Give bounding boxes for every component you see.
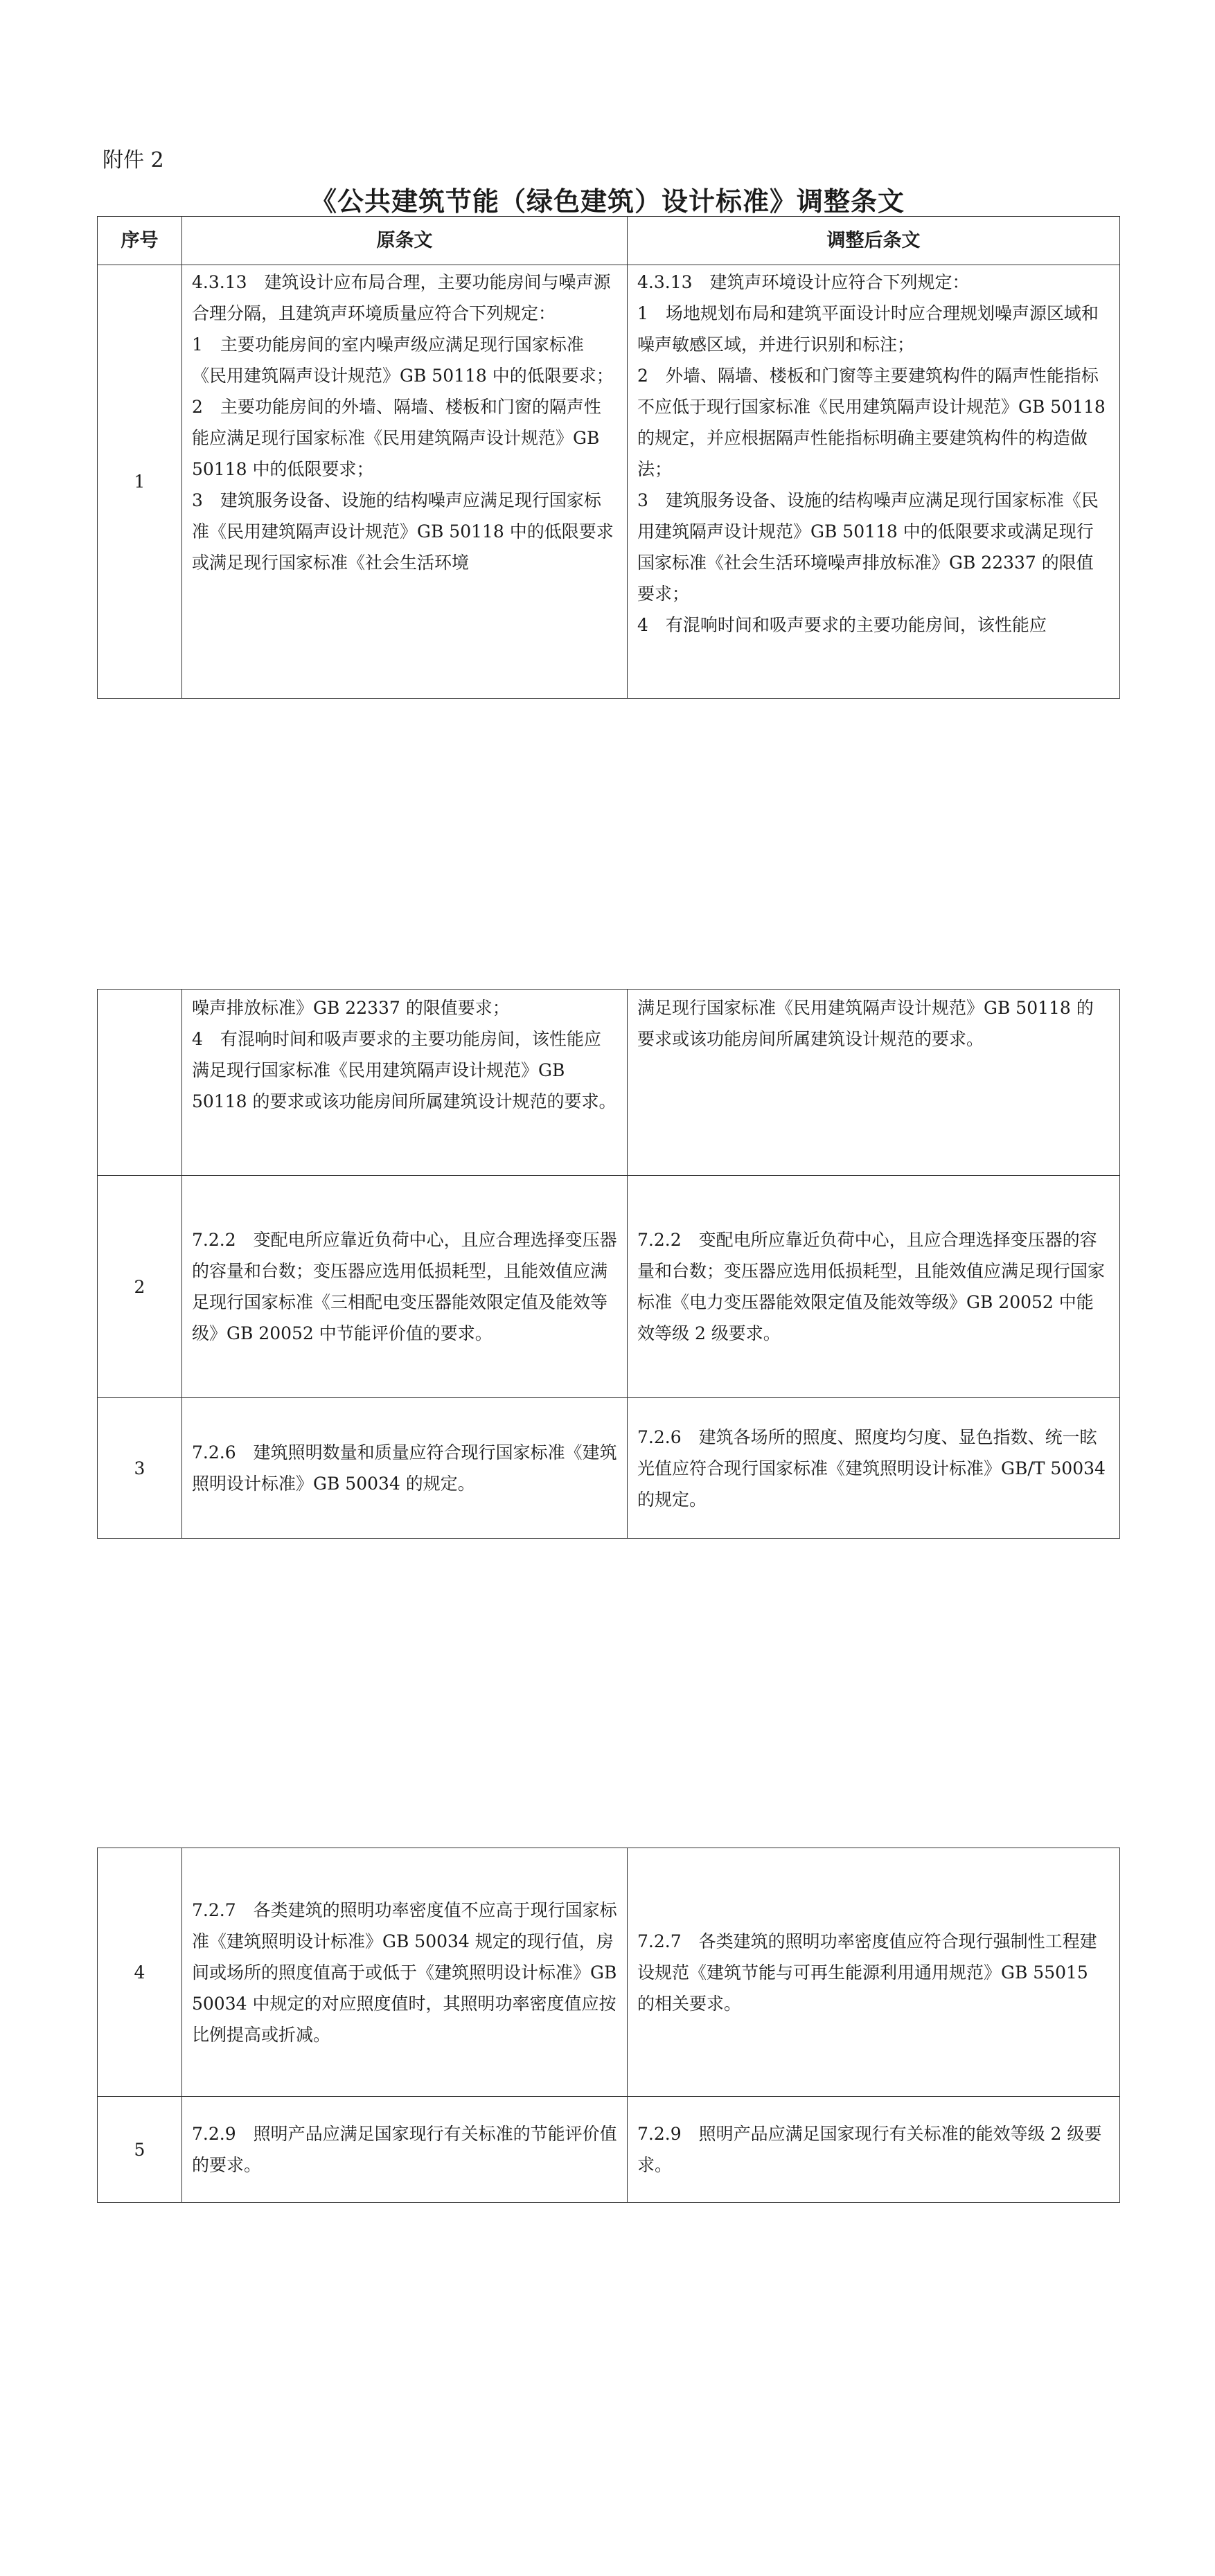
table-row — [98, 265, 1120, 699]
original-clause — [182, 1398, 628, 1539]
document-title: 《公共建筑节能（绿色建筑）设计标准》调整条文 — [310, 186, 905, 217]
attachment-label: 附件 2 — [103, 148, 164, 172]
row-number: 5 — [98, 2097, 182, 2203]
original-clause — [182, 1176, 628, 1398]
table-header-row — [98, 217, 1120, 265]
clause-text: 7.2.6 建筑各场所的照度、照度均匀度、显色指数、统一眩光值应符合现行国家标准《建筑照明设计标准》GB/T 50034 的规定。 — [637, 1426, 1106, 1510]
adjusted-clause — [628, 1398, 1120, 1539]
clause-line: 1 场地规划布局和建筑平面设计时应合理规划噪声源区域和噪声敏感区域，并进行识别和标注； — [637, 303, 1099, 355]
adjusted-clause — [628, 2097, 1120, 2203]
adjustment-table-page2 — [97, 989, 1120, 1539]
original-clause — [182, 990, 628, 1176]
table-row — [98, 1176, 1120, 1398]
adjustment-table-page1 — [97, 216, 1120, 699]
clause-line: 3 建筑服务设备、设施的结构噪声应满足现行国家标准《民用建筑隔声设计规范》GB 50118 中的低限要求或满足现行国家标准《社会生活环境 — [192, 490, 614, 573]
adjusted-clause — [628, 1176, 1120, 1398]
row-number: 2 — [98, 1176, 182, 1398]
adjusted-clause — [628, 1848, 1120, 2097]
clause-text: 7.2.7 各类建筑的照明功率密度值不应高于现行国家标准《建筑照明设计标准》GB 50034 规定的现行值，房间或场所的照度值高于或低于《建筑照明设计标准》GB 50034 中规定的对应照度值时，其照明功率密度值应按比例提高或折减。 — [192, 1899, 617, 2045]
clause-text: 7.2.7 各类建筑的照明功率密度值应符合现行强制性工程建设规范《建筑节能与可再生能源利用通用规范》GB 55015 的相关要求。 — [637, 1931, 1097, 2014]
clause-text: 7.2.2 变配电所应靠近负荷中心，且应合理选择变压器的容量和台数；变压器应选用低损耗型，且能效值应满足现行国家标准《三相配电变压器能效限定值及能效等级》GB 20052 中节能评价值的要求。 — [192, 1230, 617, 1343]
table-row — [98, 1398, 1120, 1539]
clause-line: 满足现行国家标准《民用建筑隔声设计规范》GB 50118 的要求或该功能房间所属建筑设计规范的要求。 — [637, 998, 1094, 1049]
clause-line: 4.3.13 建筑设计应布局合理，主要功能房间与噪声源合理分隔，且建筑声环境质量应符合下列规定： — [192, 272, 611, 323]
adjusted-clause — [628, 990, 1120, 1176]
header-adjusted: 调整后条文 — [628, 217, 1120, 265]
adjusted-clause — [628, 265, 1120, 699]
clause-line: 1 主要功能房间的室内噪声级应满足现行国家标准《民用建筑隔声设计规范》GB 50118 中的低限要求； — [192, 334, 614, 386]
row-number: 4 — [98, 1848, 182, 2097]
adjustment-table-page3 — [97, 1848, 1120, 2203]
clause-text: 7.2.6 建筑照明数量和质量应符合现行国家标准《建筑照明设计标准》GB 50034 的规定。 — [192, 1442, 617, 1494]
table-row — [98, 2097, 1120, 2203]
clause-line: 4 有混响时间和吸声要求的主要功能房间，该性能应 — [637, 615, 1047, 635]
header-original: 原条文 — [182, 217, 628, 265]
clause-line: 4.3.13 建筑声环境设计应符合下列规定： — [637, 272, 970, 292]
clause-line: 2 外墙、隔墙、楼板和门窗等主要建筑构件的隔声性能指标不应低于现行国家标准《民用建筑隔声设计规范》GB 50118 的规定，并应根据隔声性能指标明确主要建筑构件的构造做法； — [637, 366, 1106, 479]
clause-text: 7.2.9 照明产品应满足国家现行有关标准的节能评价值的要求。 — [192, 2124, 617, 2175]
original-clause — [182, 1848, 628, 2097]
clause-line: 2 主要功能房间的外墙、隔墙、楼板和门窗的隔声性能应满足现行国家标准《民用建筑隔声设计规范》GB 50118 中的低限要求； — [192, 397, 601, 479]
row-number: 1 — [98, 265, 182, 699]
original-clause — [182, 265, 628, 699]
clause-text: 7.2.9 照明产品应满足国家现行有关标准的能效等级 2 级要求。 — [637, 2124, 1102, 2175]
row-number-continued — [98, 990, 182, 1176]
clause-text: 7.2.2 变配电所应靠近负荷中心，且应合理选择变压器的容量和台数；变压器应选用低损耗型，且能效值应满足现行国家标准《电力变压器能效限定值及能效等级》GB 20052 中能效等级 2 级要求。 — [637, 1230, 1106, 1343]
clause-line: 噪声排放标准》GB 22337 的限值要求； — [192, 998, 510, 1018]
clause-line: 3 建筑服务设备、设施的结构噪声应满足现行国家标准《民用建筑隔声设计规范》GB 50118 中的低限要求或满足现行国家标准《社会生活环境噪声排放标准》GB 22337 的限值要求； — [637, 490, 1099, 604]
table-row — [98, 1848, 1120, 2097]
original-clause — [182, 2097, 628, 2203]
clause-line: 4 有混响时间和吸声要求的主要功能房间，该性能应满足现行国家标准《民用建筑隔声设计规范》GB 50118 的要求或该功能房间所属建筑设计规范的要求。 — [192, 1029, 617, 1111]
table-row — [98, 990, 1120, 1176]
row-number: 3 — [98, 1398, 182, 1539]
header-no: 序号 — [98, 217, 182, 265]
